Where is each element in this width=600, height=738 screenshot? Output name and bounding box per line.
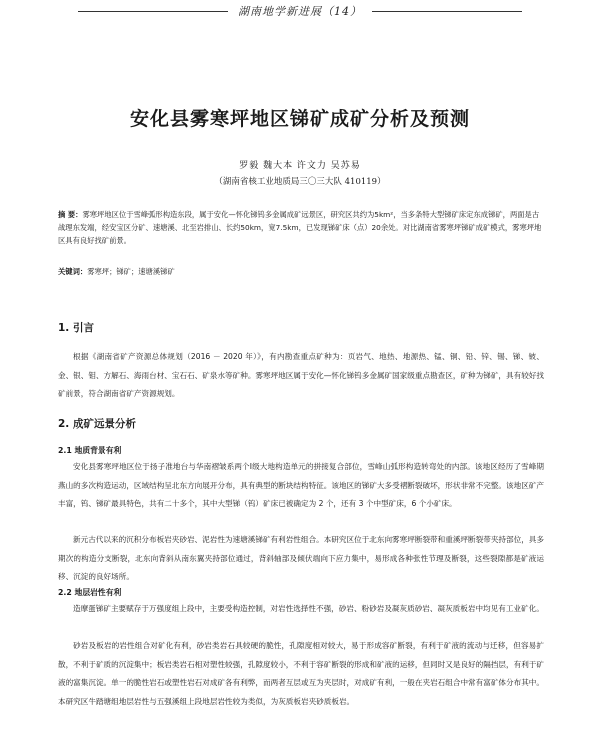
subsection-2-1-paragraph-1: 安化县雾寒坪地区位于扬子准地台与华南褶皱系两个Ⅰ级大地构造单元的拼接复合部位，雪峰山弧形构造转弯处的内部。该地区经历了雪峰期燕山的多次构造运动，区域结构呈北东方向展开分布，具有典型的断块结构特征。该地区的锑矿大多受褶断裂破坏，形状非常不完整。该地区矿产丰富，钨、锑矿最具特色，共有二十多个，其中大型锑（钨）矿床已被确定为 2 个，还有 3 个中型矿床，6 个小矿床。: [58, 462, 544, 509]
keywords: [58, 266, 546, 278]
section-2-heading: 2. 成矿远景分析: [58, 418, 136, 430]
abstract: [58, 208, 546, 248]
running-header: [0, 0, 600, 22]
subsection-2-1-heading: 2.1 地质背景有利: [58, 446, 122, 455]
header-rule-right: [372, 11, 522, 12]
paper-title: 安化县雾寒坪地区锑矿成矿分析及预测: [129, 108, 470, 130]
subsection-2-1-paragraph-2: 新元古代以来的沉积分布板岩夹砂岩、泥岩性为速塘溪锑矿有利岩性组合。本研究区位于北东向雾寒坪断裂带和重溪坪断裂带夹持部位，具多期次的构造分支断裂，北东向背斜从南东翼夹持部位通过，背斜轴部及倾伏端向下应力集中，易形成各种张性节理及断裂，这些裂隙都是矿液运移、沉淀的良好场所。: [58, 535, 544, 582]
section-1-heading: 1. 引言: [58, 322, 94, 334]
paper-affiliation: （湖南省核工业地质局三〇三大队 410119）: [214, 177, 386, 187]
section-1-paragraph: 根据《湖南省矿产资源总体规划（2016 － 2020 年）》，有内勘查重点矿种为：页岩气、地热、地源热、锰、铜、铅、锌、锡、锑、铍、金、银、钼、方解石、海雨台材、宝石石、矿泉水等矿种。雾寒坪地区属于安化—怀化锑钨多金属矿国家级重点勘查区，矿种为锑矿，具有较好找矿前景，符合湖南省矿产资源规划。: [58, 352, 544, 399]
subsection-2-2-heading: 2.2 地层岩性有利: [58, 588, 122, 597]
header-rule-left: [78, 11, 228, 12]
subsection-2-2-paragraph-2: 砂岩及板岩的岩性组合对矿化有利，砂岩类岩石具较硬的脆性，孔隙度相对较大，易于形成容矿断裂，有利于矿液的流动与迁移，但容易扩散，不利于矿质的沉淀集中；板岩类岩石相对塑性较强，孔隙度较小，不利于容矿断裂的形成和矿液的运移，但同时又是良好的隔挡层，有利于矿液的富集沉淀。单一的脆性岩石或塑性岩石对成矿各有利弊，而两者互层或互为夹层时，对成矿有利，一般在夹岩石组合中常有富矿体分布其中。本研究区牛踏塘组地层岩性与五强溪组上段地层岩性较为类似，为灰质板岩夹砂质板岩。: [58, 641, 544, 706]
abstract-text: 雾寒坪地区位于雪峰弧形构造东段，属于安化—怀化锑钨多金属成矿远景区，研究区共约为5km²，当多条特大型锑矿床定东成锑矿，两面是古战理东发端，经安宝区分矿、速塘溪、北至岩排山、长约50km，宽7.5km，已发现锑矿床（点）20余处。对比湖南省雾寒坪锑矿成矿模式，雾寒坪地区具有良好找矿前景。: [58, 210, 542, 246]
journal-header: 湖南地学新进展（14）: [238, 5, 362, 18]
keywords-text: 雾寒坪；锑矿；速塘溪锑矿: [87, 267, 175, 276]
abstract-label: 摘 要：: [58, 210, 83, 219]
paper-authors: 罗毅 魏大本 许文力 吴苏易: [239, 161, 361, 171]
keywords-label: 关键词：: [58, 267, 88, 276]
subsection-2-2-paragraph-1: 造摩蛋锑矿主要赋存于万强度组上段中，主要受构造控制，对岩性选择性不强，砂岩、粉砂岩及凝灰质砂岩、凝灰质板岩中均见有工业矿化。: [73, 604, 544, 613]
